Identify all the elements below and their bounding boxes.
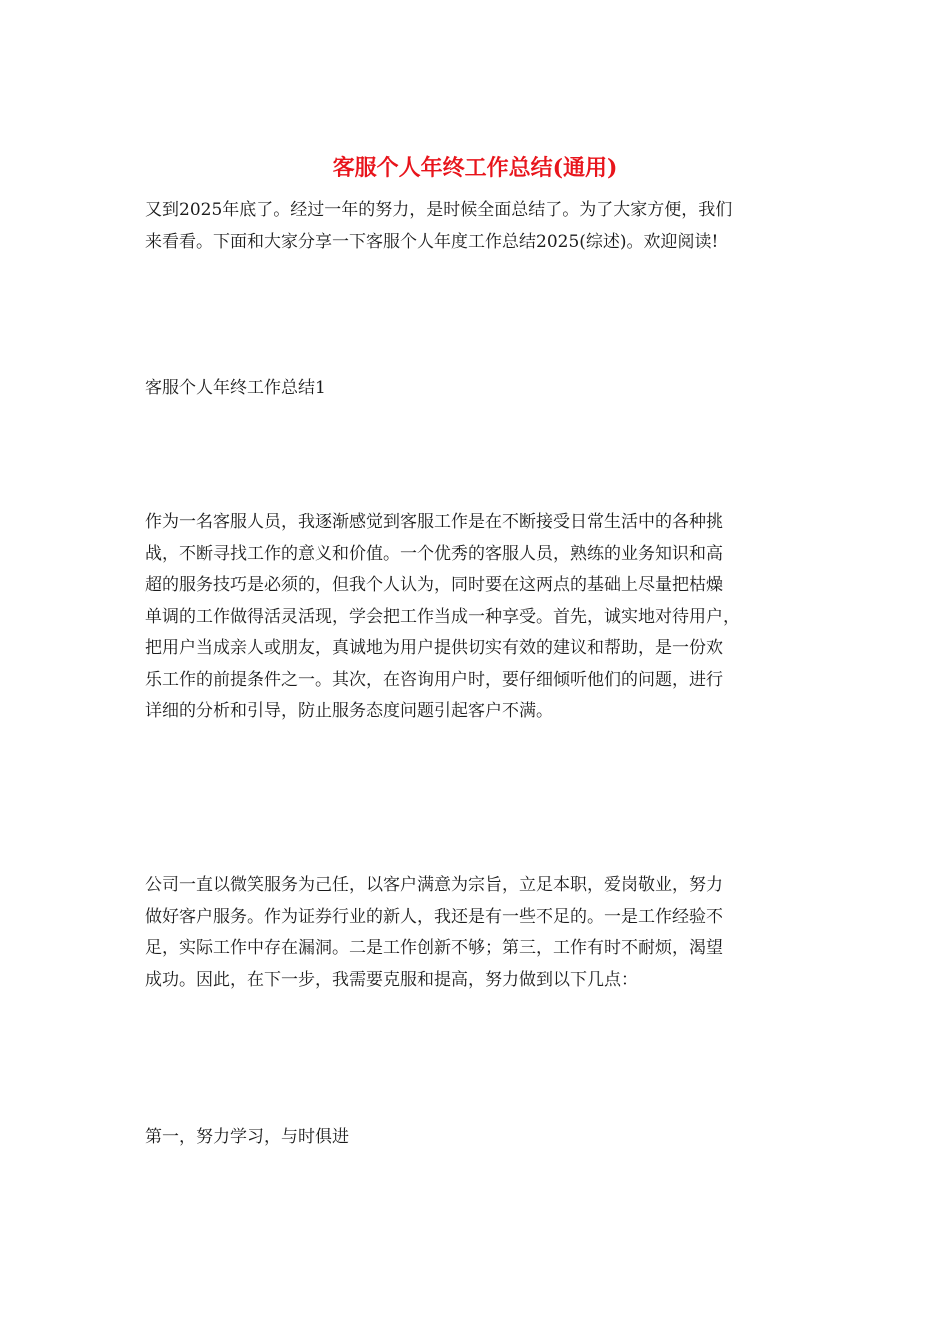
paragraph-line: 成功。因此，在下一步，我需要克服和提高，努力做到以下几点： <box>145 969 638 990</box>
paragraph-line: 详细的分析和引导，防止服务态度问题引起客户不满。 <box>145 701 553 721</box>
heading-line: 第一，努力学习，与时俱进 <box>145 1127 349 1147</box>
paragraph-line: 足，实际工作中存在漏洞。二是工作创新不够；第三，工作有时不耐烦，渴望 <box>145 938 723 958</box>
section-heading <box>145 373 805 405</box>
paragraph-line: 做好客户服务。作为证券行业的新人，我还是有一些不足的。一是工作经验不 <box>145 906 723 927</box>
paragraph-line: 又到2025年底了。经过一年的努力，是时候全面总结了。为了大家方便，我们 <box>145 200 733 220</box>
body-paragraph-2 <box>145 870 805 996</box>
paragraph-line: 乐工作的前提条件之一。其次，在咨询用户时，要仔细倾听他们的问题，进行 <box>145 669 723 690</box>
paragraph-line: 单调的工作做得活灵活现，学会把工作当成一种享受。首先，诚实地对待用户， <box>145 606 740 627</box>
paragraph-line: 把用户当成亲人或朋友，真诚地为用户提供切实有效的建议和帮助，是一份欢 <box>145 638 723 658</box>
paragraph-line: 来看看。下面和大家分享一下客服个人年度工作总结2025(综述)。欢迎阅读! <box>145 231 719 252</box>
point-heading <box>145 1122 805 1154</box>
paragraph-line: 作为一名客服人员，我逐渐感觉到客服工作是在不断接受日常生活中的各种挑 <box>145 512 723 532</box>
paragraph-line: 战，不断寻找工作的意义和价值。一个优秀的客服人员，熟练的业务知识和高 <box>145 543 723 564</box>
body-paragraph-1 <box>145 507 805 728</box>
paragraph-line: 超的服务技巧是必须的，但我个人认为，同时要在这两点的基础上尽量把枯燥 <box>145 575 723 595</box>
document-title: 客服个人年终工作总结(通用) <box>332 155 618 181</box>
intro-paragraph <box>145 195 805 258</box>
heading-line: 客服个人年终工作总结1 <box>145 378 326 398</box>
paragraph-line: 公司一直以微笑服务为己任，以客户满意为宗旨，立足本职，爱岗敬业，努力 <box>145 875 723 895</box>
